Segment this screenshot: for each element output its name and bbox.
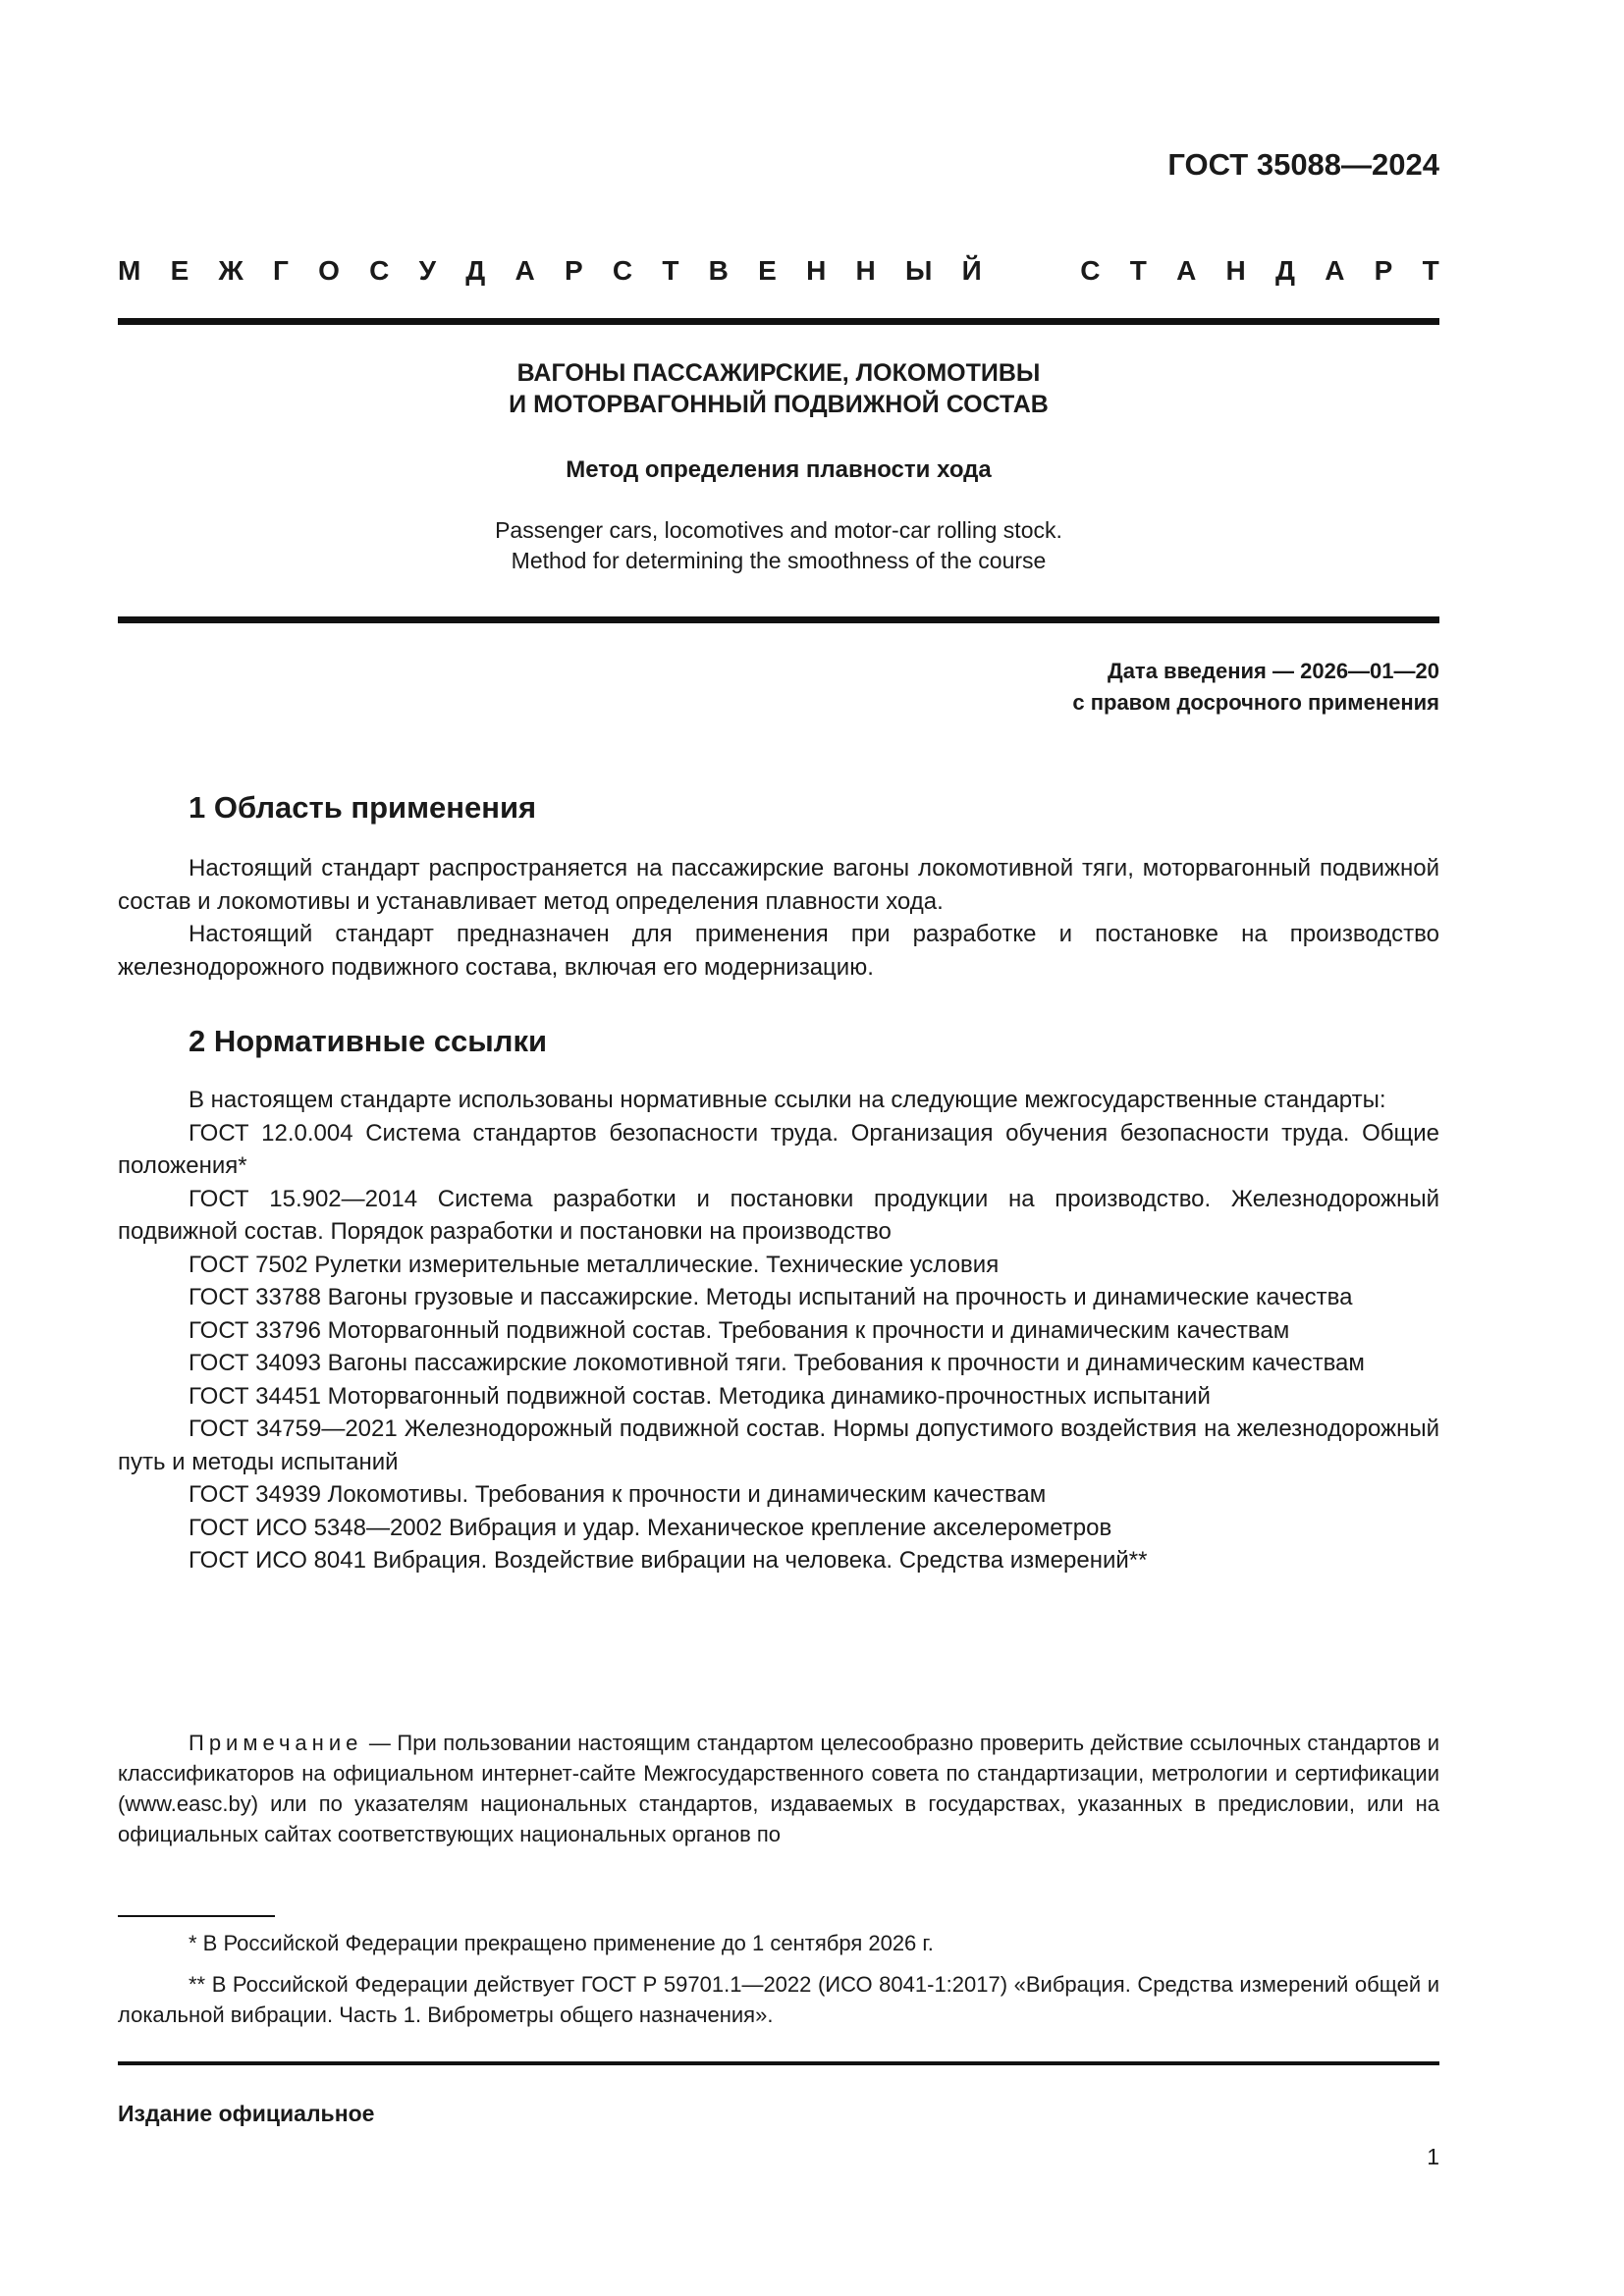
paragraph: Настоящий стандарт предназначен для применения при разработке и постановке на производство железнодорожного подвижного состава, включая его модернизацию. xyxy=(118,921,1439,981)
note-text: — При пользовании настоящим стандартом целесообразно проверить действие ссылочных стандартов и классификаторов на официальном интернет-сайте Межгосударственного совета по стандартизации, метрологии и сертификации (www.easc.by) или по указателям национальных стандартов, издаваемых в государствах, указанных в предисловии, или на официальных сайтах соответствующих национальных органов по xyxy=(118,1731,1439,1846)
footnote: ** В Российской Федерации действует ГОСТ Р 59701.1—2022 (ИСО 8041-1:2017) «Вибрация. Средства измерений общей и локальной вибрации. Часть 1. Виброметры общего назначения». xyxy=(118,1972,1439,2027)
footnote-rule xyxy=(118,1915,275,1917)
letter: Р xyxy=(1374,255,1393,286)
section-heading: 2 Нормативные ссылки xyxy=(189,1024,548,1058)
reference-item: ГОСТ ИСО 8041 Вибрация. Воздействие вибрации на человека. Средства измерений** xyxy=(189,1547,1148,1574)
section-heading: 1 Область применения xyxy=(189,790,537,825)
title-en-line: Passenger cars, locomotives and motor-car rolling stock. xyxy=(495,517,1062,543)
reference-item: ГОСТ 34759—2021 Железнодорожный подвижной состав. Нормы допустимого воздействия на железнодорожный путь и методы испытаний xyxy=(118,1415,1439,1475)
doc-code: ГОСТ 35088—2024 xyxy=(1167,147,1439,182)
intro-date: Дата введения — 2026—01—20 xyxy=(1108,659,1439,683)
note xyxy=(118,1728,1439,1849)
letter: Н xyxy=(855,255,876,286)
title-line: ВАГОНЫ ПАССАЖИРСКИЕ, ЛОКОМОТИВЫ xyxy=(516,359,1041,387)
letter: Т xyxy=(1422,255,1439,286)
letter: А xyxy=(1176,255,1197,286)
document-subtitle: Метод определения плавности хода xyxy=(566,456,992,483)
letter: Ы xyxy=(905,255,933,286)
letter: Д xyxy=(465,255,486,286)
reference-item: ГОСТ 34093 Вагоны пассажирские локомотивной тяги. Требования к прочности и динамическим качествам xyxy=(189,1350,1365,1376)
letter: А xyxy=(514,255,535,286)
reference-item: ГОСТ 34451 Моторвагонный подвижной состав. Методика динамико-прочностных испытаний xyxy=(189,1382,1211,1410)
document-title-ru xyxy=(118,357,1439,420)
paragraph: Настоящий стандарт распространяется на пассажирские вагоны локомотивной тяги, моторвагонный подвижной состав и локомотивы и устанавливает метод определения плавности хода. xyxy=(118,855,1439,915)
letter: Н xyxy=(806,255,827,286)
title-rule xyxy=(118,616,1439,623)
document-page xyxy=(118,0,1439,2296)
letter: Р xyxy=(564,255,583,286)
letter: О xyxy=(318,255,340,286)
letter: Г xyxy=(273,255,289,286)
letter: Т xyxy=(662,255,679,286)
letter: Й xyxy=(961,255,982,286)
title-line: И МОТОРВАГОННЫЙ ПОДВИЖНОЙ СОСТАВ xyxy=(509,391,1049,418)
letter: М xyxy=(118,255,141,286)
edition-label: Издание официальное xyxy=(118,2101,375,2126)
page-number: 1 xyxy=(1427,2144,1439,2169)
letter: С xyxy=(612,255,633,286)
reference-item: ГОСТ 33788 Вагоны грузовые и пассажирские. Методы испытаний на прочность и динамические качества xyxy=(189,1284,1353,1310)
normative-references xyxy=(118,1084,1439,1577)
reference-item: ГОСТ 12.0.004 Система стандартов безопасности труда. Организация обучения безопасности труда. Общие положения* xyxy=(118,1119,1439,1179)
title-en-line: Method for determining the smoothness of the course xyxy=(511,548,1047,573)
interstate-standard-label xyxy=(118,253,1439,289)
letter: Ж xyxy=(218,255,244,286)
letter: В xyxy=(708,255,729,286)
intro-early-application: с правом досрочного применения xyxy=(1072,690,1439,715)
letter: Д xyxy=(1275,255,1295,286)
letter: Н xyxy=(1225,255,1246,286)
reference-item: ГОСТ ИСО 5348—2002 Вибрация и удар. Механическое крепление акселерометров xyxy=(189,1514,1112,1541)
reference-item: ГОСТ 7502 Рулетки измерительные металлические. Технические условия xyxy=(189,1251,1000,1278)
document-title-en xyxy=(118,515,1439,576)
footer-rule xyxy=(118,2061,1439,2065)
reference-item: ГОСТ 34939 Локомотивы. Требования к прочности и динамическим качествам xyxy=(189,1481,1047,1508)
letter: С xyxy=(1080,255,1101,286)
letter: Е xyxy=(758,255,777,286)
reference-item: ГОСТ 33796 Моторвагонный подвижной состав. Требования к прочности и динамическим качествам xyxy=(189,1316,1290,1344)
reference-item: ГОСТ 15.902—2014 Система разработки и постановки продукции на производство. Железнодорожный подвижной состав. Порядок разработки и постановки на производство xyxy=(118,1185,1439,1245)
letter: У xyxy=(418,255,437,286)
letter: С xyxy=(369,255,390,286)
footnote: * В Российской Федерации прекращено применение до 1 сентября 2026 г. xyxy=(189,1931,934,1955)
note-label: Примечание xyxy=(189,1731,363,1755)
introduction-date xyxy=(1072,656,1439,719)
paragraph: В настоящем стандарте использованы нормативные ссылки на следующие межгосударственные стандарты: xyxy=(189,1087,1386,1113)
letter: Е xyxy=(170,255,189,286)
letter: Т xyxy=(1129,255,1147,286)
letter: А xyxy=(1325,255,1345,286)
header-rule xyxy=(118,318,1439,325)
